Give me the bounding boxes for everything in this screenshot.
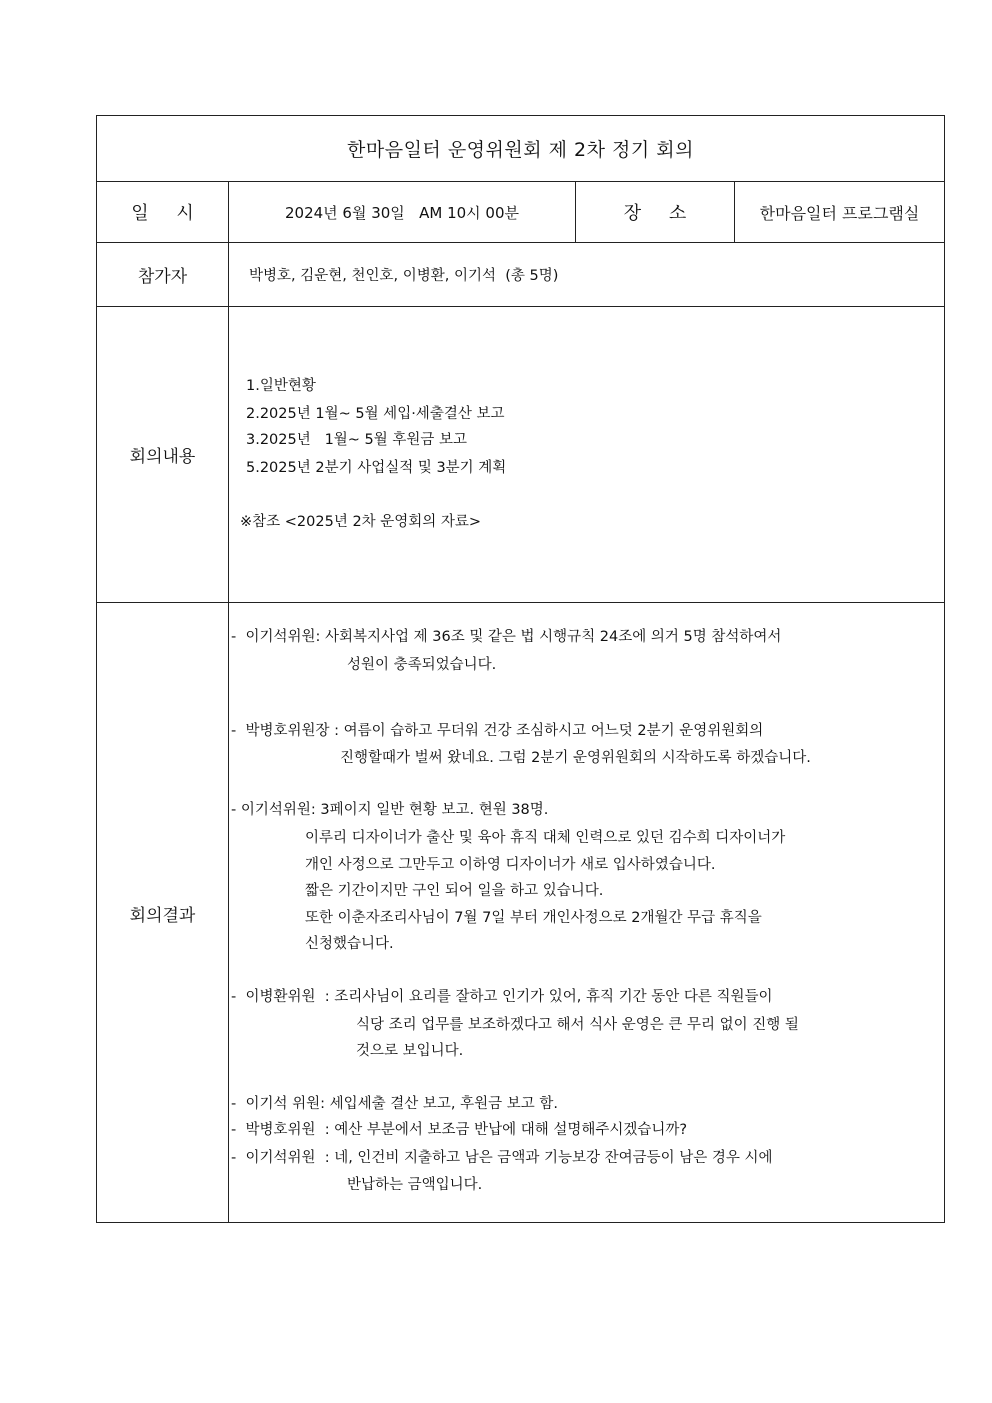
- agenda-item: 2.2025년 1월~ 5월 세입·세출결산 보고: [246, 406, 505, 422]
- result-line: - 이기석 위원: 세입세출 결산 보고, 후원금 보고 함.: [231, 1096, 558, 1112]
- meeting-minutes-table: [96, 115, 945, 1223]
- result-line: 또한 이춘자조리사님이 7월 7일 부터 개인사정으로 2개월간 무급 휴직을: [305, 910, 762, 926]
- place-value: 한마음일터 프로그램실: [759, 203, 920, 223]
- attendees-value: 박병호, 김운현, 천인호, 이병환, 이기석 (총 5명): [249, 268, 559, 284]
- result-line: 것으로 보입니다.: [356, 1043, 464, 1059]
- result-line: - 이기석위원: 사회복지사업 제 36조 및 같은 법 시행규칙 24조에 의거 5명 참석하여서: [231, 629, 782, 645]
- result-line: 진행할때가 벌써 왔네요. 그럼 2분기 운영위원회의 시작하도록 하겠습니다.: [340, 750, 811, 766]
- result-line: 성원이 충족되었습니다.: [347, 657, 497, 673]
- result-line: - 이병환위원 : 조리사님이 요리를 잘하고 인기가 있어, 휴직 기간 동안 다른 직원들이: [231, 989, 773, 1005]
- result-line: - 박병호위원 : 예산 부분에서 보조금 반납에 대해 설명해주시겠습니까?: [231, 1122, 688, 1138]
- result-line: 식당 조리 업무를 보조하겠다고 해서 식사 운영은 큰 무리 없이 진행 될: [356, 1017, 799, 1033]
- date-value: 2024년 6월 30일 AM 10시 00분: [284, 203, 519, 222]
- column-divider: [228, 181, 229, 1223]
- agenda-label: 회의내용: [129, 447, 196, 467]
- result-label: 회의결과: [129, 905, 196, 926]
- agenda-item: 5.2025년 2분기 사업실적 및 3분기 계획: [246, 460, 507, 476]
- date-label: 일 시: [131, 203, 194, 224]
- agenda-note: ※참조 <2025년 2차 운영회의 자료>: [240, 514, 482, 530]
- attendees-label: 참가자: [137, 267, 188, 287]
- result-line: 신청했습니다.: [305, 936, 394, 952]
- agenda-item: 1.일반현황: [246, 378, 316, 394]
- agenda-item: 3.2025년 1월~ 5월 후원금 보고: [246, 432, 468, 448]
- result-line: 개인 사정으로 그만두고 이하영 디자이너가 새로 입사하였습니다.: [305, 857, 716, 873]
- result-line: - 이기석위원: 3페이지 일반 현황 보고. 현원 38명.: [231, 802, 549, 818]
- result-line: 이루리 디자이너가 출산 및 육아 휴직 대체 인력으로 있던 김수희 디자이너가: [305, 830, 786, 846]
- result-line: 반납하는 금액입니다.: [347, 1177, 483, 1193]
- result-line: - 이기석위원 : 네, 인건비 지출하고 남은 금액과 기능보강 잔여금등이 남은 경우 시에: [231, 1150, 773, 1166]
- place-label: 장 소: [623, 203, 687, 224]
- result-line: 짧은 기간이지만 구인 되어 일을 하고 있습니다.: [305, 883, 604, 899]
- result-line: - 박병호위원장 : 여름이 습하고 무더워 건강 조심하시고 어느덧 2분기 운영위원회의: [231, 723, 764, 739]
- document-title: 한마음일터 운영위원회 제 2차 정기 회의: [347, 139, 694, 161]
